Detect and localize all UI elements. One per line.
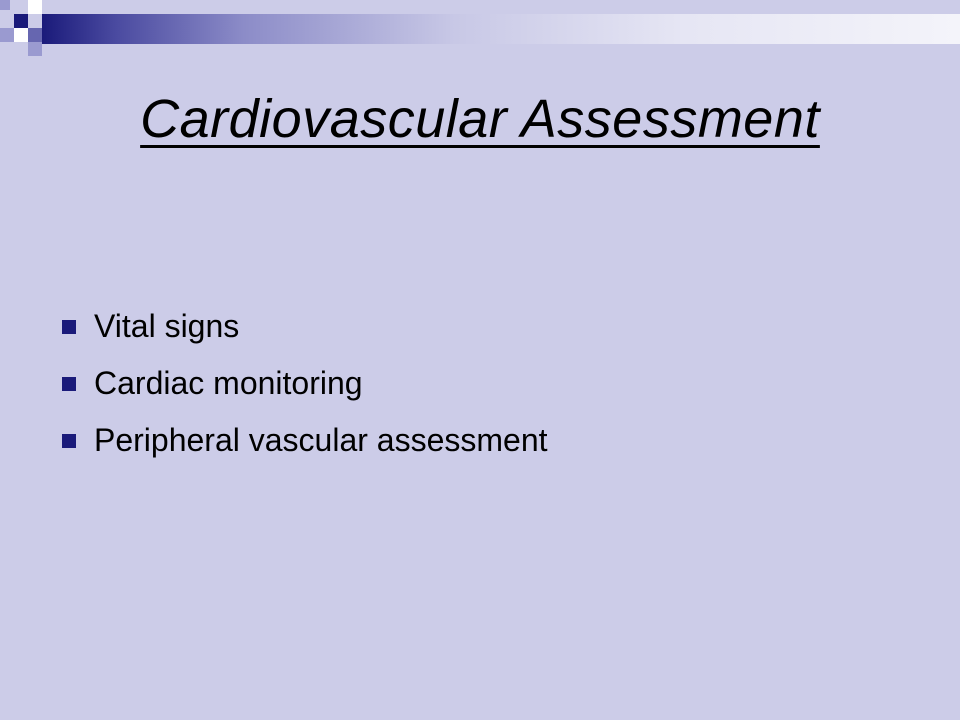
bullet-list [62, 298, 548, 469]
square-bullet-icon [62, 320, 76, 334]
bullet-text: Cardiac monitoring [94, 365, 363, 401]
bullet-text: Vital signs [94, 308, 240, 344]
decorative-square [28, 28, 42, 42]
list-item [62, 412, 548, 469]
decorative-square [14, 28, 28, 42]
list-item [62, 355, 548, 412]
bullet-text: Peripheral vascular assessment [94, 422, 548, 458]
decorative-square [14, 14, 28, 28]
decorative-gradient-bar [42, 14, 960, 44]
decorative-square [28, 42, 42, 56]
decorative-square [28, 0, 42, 14]
decorative-square [0, 28, 14, 42]
slide-title: Cardiovascular Assessment [140, 89, 820, 149]
square-bullet-icon [62, 377, 76, 391]
decorative-square [0, 0, 10, 10]
list-item [62, 298, 548, 355]
square-bullet-icon [62, 434, 76, 448]
